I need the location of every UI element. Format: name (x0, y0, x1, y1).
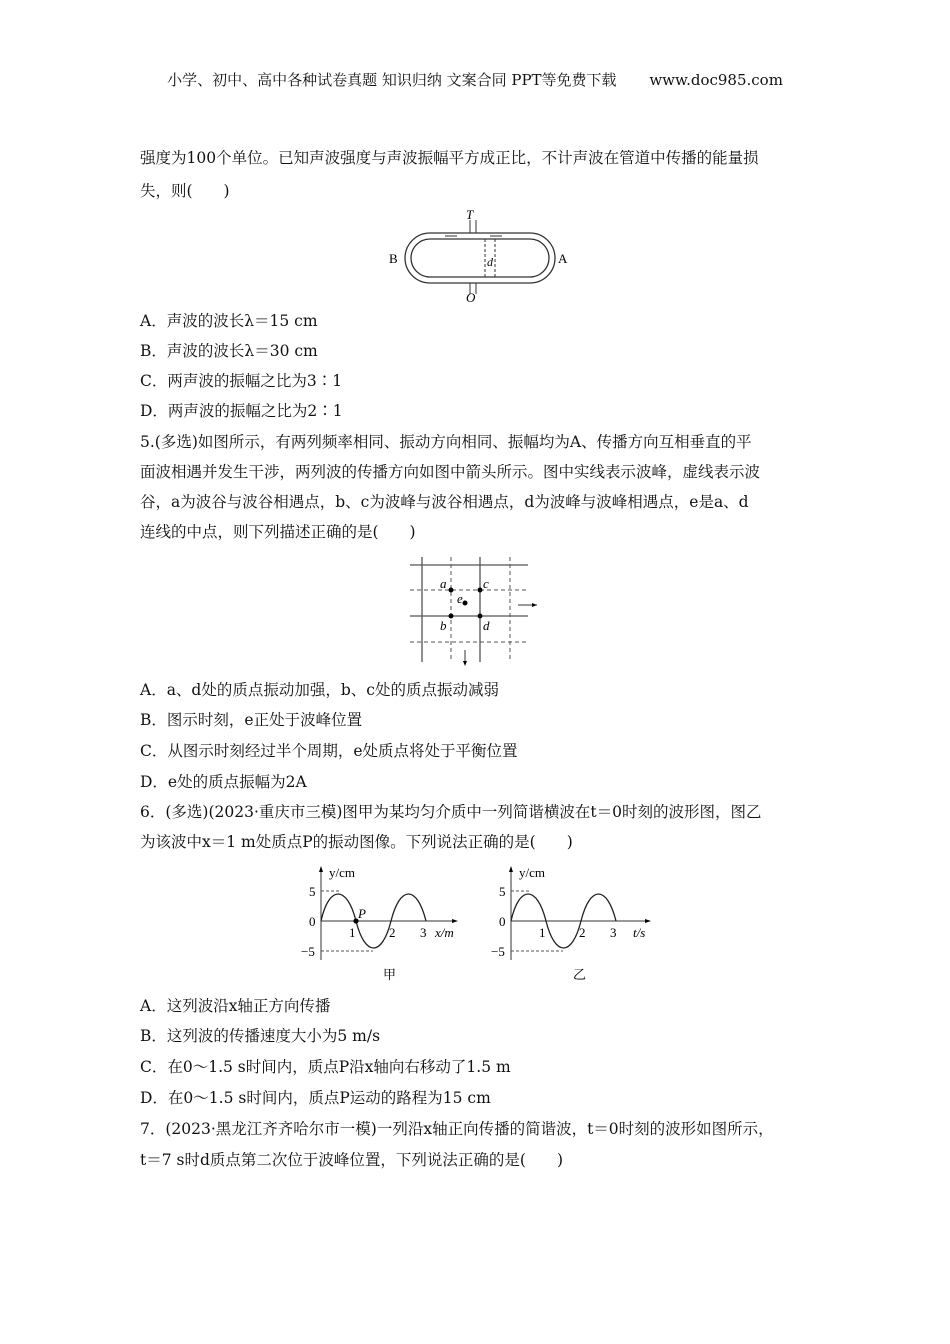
vibration-graph-yi (485, 860, 660, 985)
label-d: d (487, 255, 493, 269)
ytick: 5 (309, 884, 316, 899)
q5-option-a: A．a、d处的质点振动加强，b、c处的质点振动减弱 (140, 681, 499, 699)
ytick: 0 (499, 914, 506, 929)
q4-tube-figure (385, 208, 575, 303)
q4-stem-line: 强度为100个单位。已知声波强度与声波振幅平方成正比，不计声波在管道中传播的能量损 (140, 149, 759, 167)
xtick: 3 (420, 925, 427, 940)
q5-stem-line: 谷，a为波谷与波谷相遇点，b、c为波峰与波谷相遇点，d为波峰与波峰相遇点，e是a、d (140, 493, 749, 511)
q4-stem-line: 失，则( ) (140, 182, 230, 200)
header-site[interactable]: www.doc985.com (649, 71, 783, 89)
point-d: d (483, 618, 490, 633)
q6-option-c: C．在0～1.5 s时间内，质点P沿x轴向右移动了1.5 m (140, 1058, 511, 1076)
q5-stem-line: 5.(多选)如图所示，有两列频率相同、振动方向相同、振幅均为A、传播方向互相垂直的平 (140, 433, 752, 451)
q6-option-a: A．这列波沿x轴正方向传播 (140, 997, 331, 1015)
label-B: B (389, 251, 398, 266)
xtick: 2 (579, 925, 586, 940)
point-c: c (483, 576, 489, 591)
q5-option-c: C．从图示时刻经过半个周期，e处质点将处于平衡位置 (140, 742, 518, 760)
point-a: a (440, 576, 447, 591)
q5-stem-line: 连线的中点，则下列描述正确的是( ) (140, 523, 416, 541)
xtick: 3 (610, 925, 617, 940)
q6-option-d: D．在0～1.5 s时间内，质点P运动的路程为15 cm (140, 1089, 491, 1107)
q6-stem-line: 6．(多选)(2023·重庆市三模)图甲为某均匀介质中一列简谐横波在t＝0时刻的波形图，图乙 (140, 803, 762, 821)
xtick: 1 (539, 925, 546, 940)
ylabel: y/cm (329, 865, 355, 880)
caption: 乙 (573, 967, 587, 982)
q7-stem-line: t＝7 s时d质点第二次位于波峰位置，下列说法正确的是( ) (140, 1151, 563, 1169)
ytick: −5 (301, 944, 315, 959)
header-text: 小学、初中、高中各种试卷真题 知识归纳 文案合同 PPT等免费下载 (167, 71, 617, 89)
caption: 甲 (383, 967, 397, 982)
q5-option-b: B．图示时刻，e正处于波峰位置 (140, 711, 363, 729)
ytick: −5 (491, 944, 505, 959)
xtick: 2 (389, 925, 396, 940)
q4-option-c: C．两声波的振幅之比为3∶1 (140, 372, 343, 390)
ylabel: y/cm (519, 865, 545, 880)
q5-interference-figure (400, 555, 550, 670)
label-O: O (466, 290, 476, 303)
q6-option-b: B．这列波的传播速度大小为5 m/s (140, 1027, 381, 1045)
q4-option-d: D．两声波的振幅之比为2∶1 (140, 402, 343, 420)
q5-stem-line: 面波相遇并发生干涉，两列波的传播方向如图中箭头所示。图中实线表示波峰，虚线表示波 (140, 463, 761, 481)
point-e: e (457, 591, 463, 606)
xlabel: x/m (435, 925, 454, 940)
point-P: P (358, 906, 366, 921)
label-A: A (558, 251, 568, 266)
xtick: 1 (349, 925, 356, 940)
page-header (0, 69, 950, 90)
ytick: 0 (309, 914, 316, 929)
point-b: b (440, 618, 447, 633)
q6-stem-line: 为该波中x＝1 m处质点P的振动图像。下列说法正确的是( ) (140, 833, 573, 851)
wave-graph-jia (295, 860, 465, 985)
label-T: T (466, 208, 474, 222)
ytick: 5 (499, 884, 506, 899)
xlabel: t/s (633, 925, 646, 940)
q4-option-b: B．声波的波长λ＝30 cm (140, 342, 318, 360)
q4-option-a: A．声波的波长λ＝15 cm (140, 312, 318, 330)
q5-option-d: D．e处的质点振幅为2A (140, 773, 307, 791)
q7-stem-line: 7．(2023·黑龙江齐齐哈尔市一模)一列沿x轴正向传播的简谐波，t＝0时刻的波形如图所示， (140, 1120, 774, 1138)
